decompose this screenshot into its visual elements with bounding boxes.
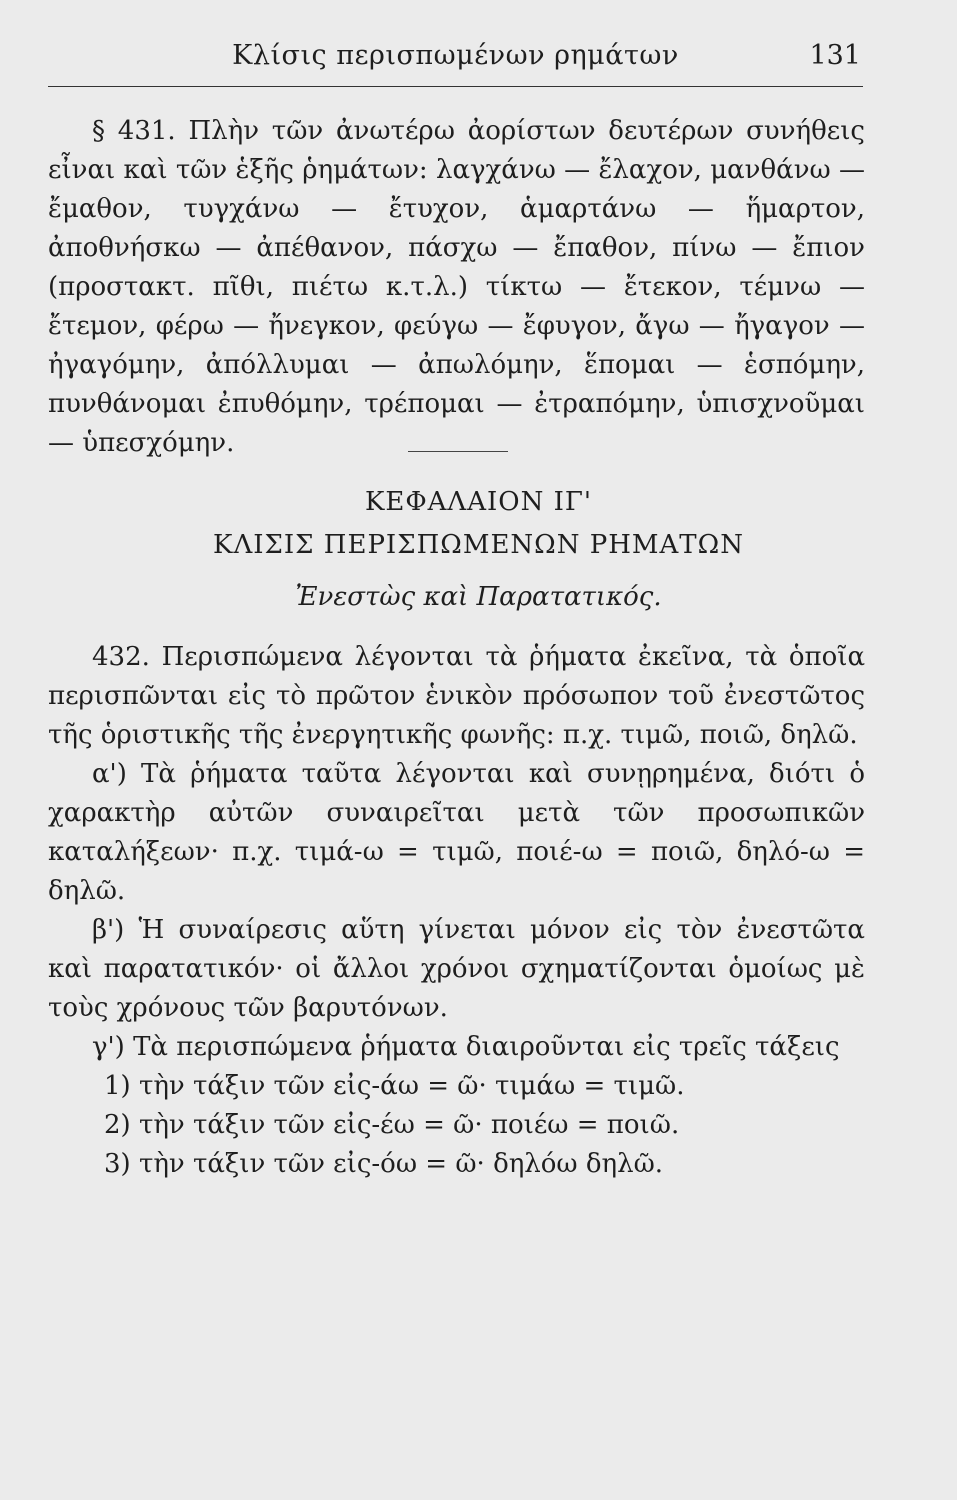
running-title: Κλίσις περισπωμένων ρημάτων [232, 40, 679, 71]
paragraph-beta: β') Ἡ συναίρεσις αὕτη γίνεται μόνον εἰς τὸν ἐνεστῶτα καὶ παρατατικόν· οἱ ἄλλοι χρόνοι σχηματίζονται ὁμοίως μὲ τοὺς χρόνους τῶν βαρυτόνων. [48, 915, 865, 1023]
section-431-paragraph: § 431. Πλὴν τῶν ἀνωτέρω ἀορίστων δευτέρων συνήθεις εἶναι καὶ τῶν ἑξῆς ῥημάτων: λαγχάνω — ἔλαχον, μανθάνω — ἔμαθον, τυγχάνω — ἔτυχον, ἁμαρτάνω — ἥμαρτον, ἀποθνήσκω — ἀπέθανον, πάσχω — ἔπαθον, πίνω — ἔπιον (προστακτ. πῖθι, πιέτω κ.τ.λ.) τίκτω — ἔτεκον, τέμνω — ἔτεμον, φέρω — ἤνεγκον, φεύγω — ἔφυγον, ἄγω — ἤγαγον — ἠγαγόμην, ἀπόλλυμαι — ἀπωλόμην, ἕπομαι — ἑσπόμην, πυνθάνομαι ἐπυθόμην, τρέπομαι — ἐτραπόμην, ὑπισχνοῦμαι — ὑπεσχόμην. [48, 116, 865, 458]
class-item-1: 1) τὴν τάξιν τῶν εἰς-άω = ῶ· τιμάω = τιμῶ. [104, 1071, 685, 1101]
chapter-title: ΚΕΦΑΛΑΙΟΝ ΙΓ' [364, 487, 593, 517]
page-header [48, 36, 863, 87]
section-431 [48, 112, 865, 463]
class-item-3: 3) τὴν τάξιν τῶν εἰς-όω = ῶ· δηλόω δηλῶ. [104, 1149, 664, 1179]
section-divider [408, 451, 508, 452]
section-heading: Ἐνεστὼς καὶ Παρατατικός. [295, 582, 662, 612]
page-number: 131 [809, 40, 861, 71]
paragraph-gamma: γ') Τὰ περισπώμενα ῥήματα διαιροῦνται εἰς τρεῖς τάξεις [92, 1032, 840, 1062]
section-432-intro: 432. Περισπώμενα λέγονται τὰ ῥήματα ἐκεῖνα, τὰ ὁποῖα περισπῶνται εἰς τὸ πρῶτον ἑνικὸν πρόσωπον τοῦ ἐνεστῶτος τῆς ὁριστικῆς τῆς ἐνεργητικῆς φωνῆς: π.χ. τιμῶ, ποιῶ, δηλῶ. [48, 642, 865, 750]
section-432 [48, 638, 865, 1184]
class-item-2: 2) τὴν τάξιν τῶν εἰς-έω = ῶ· ποιέω = ποιῶ. [104, 1110, 680, 1140]
chapter-subtitle: ΚΛΙΣΙΣ ΠΕΡΙΣΠΩΜΕΝΩΝ ΡΗΜΑΤΩΝ [213, 530, 744, 560]
paragraph-alpha: α') Τὰ ῥήματα ταῦτα λέγονται καὶ συνῃρημένα, διότι ὁ χαρακτὴρ αὐτῶν συναιρεῖται μετὰ τῶν προσωπικῶν καταλήξεων· π.χ. τιμά-ω = τιμῶ, ποιέ-ω = ποιῶ, δηλό-ω = δηλῶ. [48, 759, 865, 906]
